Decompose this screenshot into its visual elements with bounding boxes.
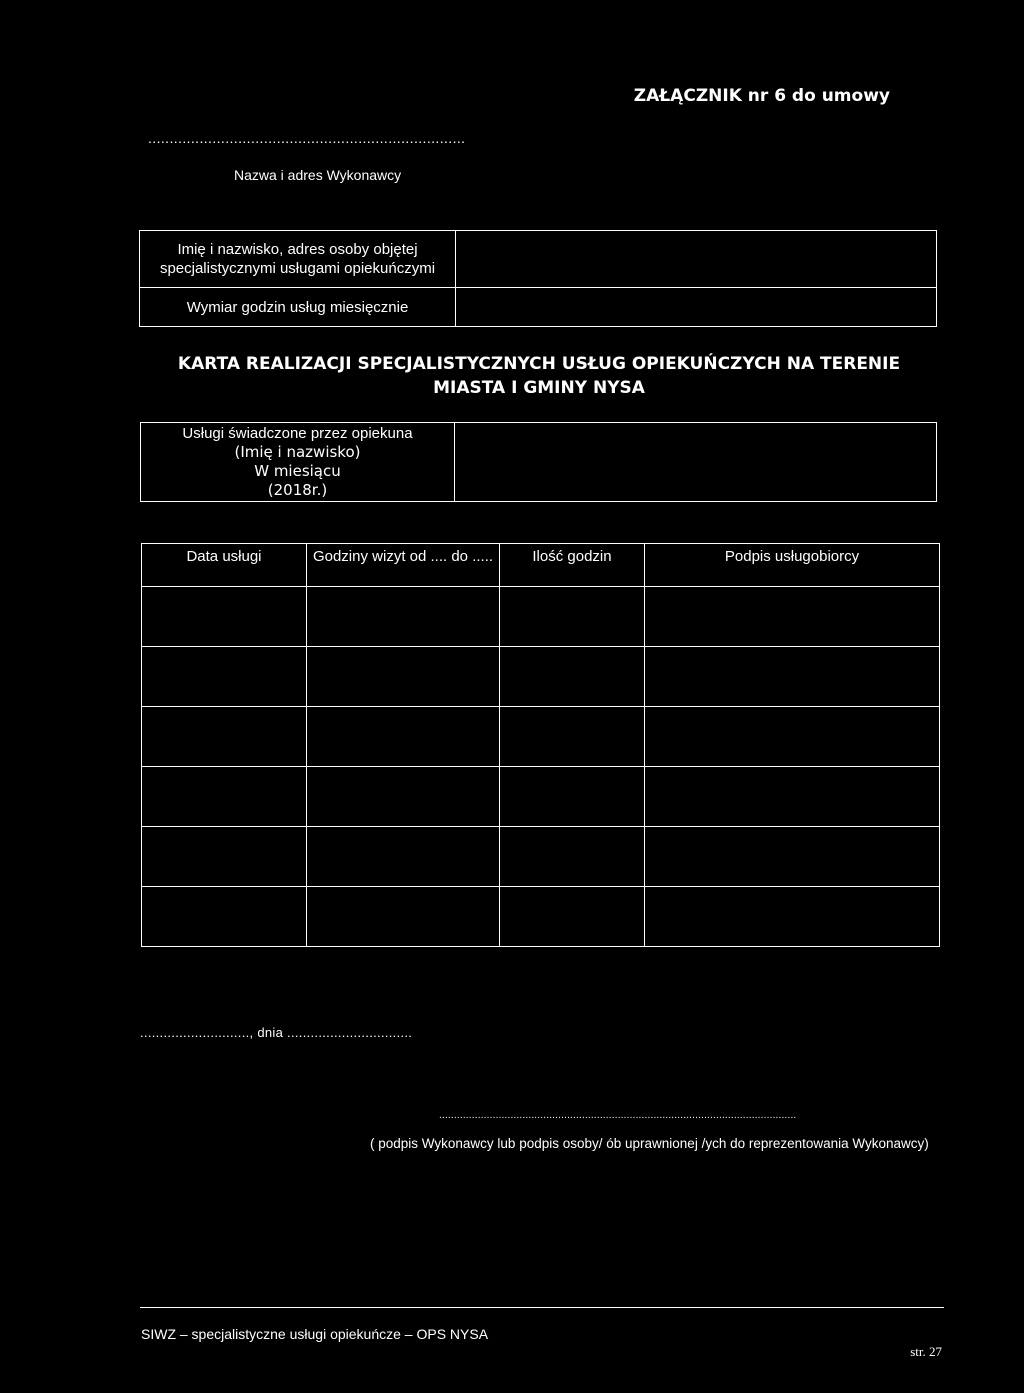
signature-cell[interactable] [645, 887, 940, 947]
beneficiary-name-field[interactable] [456, 231, 937, 288]
table-row [141, 423, 937, 502]
date-cell[interactable] [142, 887, 307, 947]
table-row [140, 231, 937, 288]
page-title-line-1: KARTA REALIZACJI SPECJALISTYCZNYCH USŁUG OPIEKUŃCZYCH NA TERENIE [177, 354, 901, 374]
date-cell[interactable] [142, 707, 307, 767]
signature-cell[interactable] [645, 707, 940, 767]
footer-text: SIWZ – specjalistyczne usługi opiekuńcze – OPS NYSA [141, 1326, 489, 1342]
hour-count-cell[interactable] [500, 767, 645, 827]
column-header-hour-count: Ilość godzin [500, 544, 645, 587]
beneficiary-info-table [139, 230, 937, 327]
column-header-signature: Podpis usługobiorcy [645, 544, 940, 587]
caregiver-field[interactable] [455, 423, 937, 502]
contractor-label: Nazwa i adres Wykonawcy [234, 167, 402, 183]
visit-hours-cell[interactable] [307, 707, 500, 767]
hour-count-cell[interactable] [500, 827, 645, 887]
table-row [142, 887, 940, 947]
column-header-date: Data usługi [142, 544, 307, 587]
monthly-hours-label: Wymiar godzin usług miesięcznie [140, 288, 456, 327]
beneficiary-name-label: Imię i nazwisko, adres osoby objętej specjalistycznymi usługami opiekuńczymi [140, 231, 456, 288]
signature-cell[interactable] [645, 587, 940, 647]
table-row [142, 827, 940, 887]
visit-hours-cell[interactable] [307, 587, 500, 647]
caregiver-label-line-3: W miesiącu [254, 462, 341, 480]
date-cell[interactable] [142, 827, 307, 887]
signature-cell[interactable] [645, 767, 940, 827]
table-row [142, 587, 940, 647]
table-row [142, 647, 940, 707]
place-date-line[interactable]: ............................, dnia ................................ [140, 1025, 413, 1040]
visits-table [141, 543, 940, 947]
visit-hours-cell[interactable] [307, 767, 500, 827]
contractor-name-blank[interactable]: .......................................................................... [148, 130, 466, 146]
hour-count-cell[interactable] [500, 587, 645, 647]
date-cell[interactable] [142, 767, 307, 827]
caregiver-table [140, 422, 937, 502]
page-title [140, 352, 938, 400]
signature-cell[interactable] [645, 647, 940, 707]
signature-cell[interactable] [645, 827, 940, 887]
caregiver-label-line-2: (Imię i nazwisko) [234, 443, 361, 461]
page-number: str. 27 [910, 1344, 942, 1359]
hour-count-cell[interactable] [500, 887, 645, 947]
visit-hours-cell[interactable] [307, 827, 500, 887]
footer-divider [140, 1307, 944, 1308]
visit-hours-cell[interactable] [307, 887, 500, 947]
annex-label: ZAŁĄCZNIK nr 6 do umowy [633, 86, 890, 106]
hour-count-cell[interactable] [500, 647, 645, 707]
hour-count-cell[interactable] [500, 707, 645, 767]
date-cell[interactable] [142, 647, 307, 707]
table-header-row [142, 544, 940, 587]
caregiver-label-line-1: Usługi świadczone przez opiekuna [182, 425, 413, 442]
page-title-line-2: MIASTA I GMINY NYSA [433, 378, 645, 398]
visit-hours-cell[interactable] [307, 647, 500, 707]
caregiver-label [141, 423, 455, 502]
date-cell[interactable] [142, 587, 307, 647]
table-row [142, 707, 940, 767]
table-row [140, 288, 937, 327]
monthly-hours-field[interactable] [456, 288, 937, 327]
signature-caption: ( podpis Wykonawcy lub podpis osoby/ ób uprawnionej /ych do reprezentowania Wykonawcy) [370, 1136, 929, 1151]
column-header-visit-hours: Godziny wizyt od .... do ..... [307, 544, 500, 587]
caregiver-label-line-4: (2018r.) [267, 481, 328, 499]
table-row [142, 767, 940, 827]
signature-line[interactable]: ........................................................................................................................ [439, 1110, 797, 1121]
